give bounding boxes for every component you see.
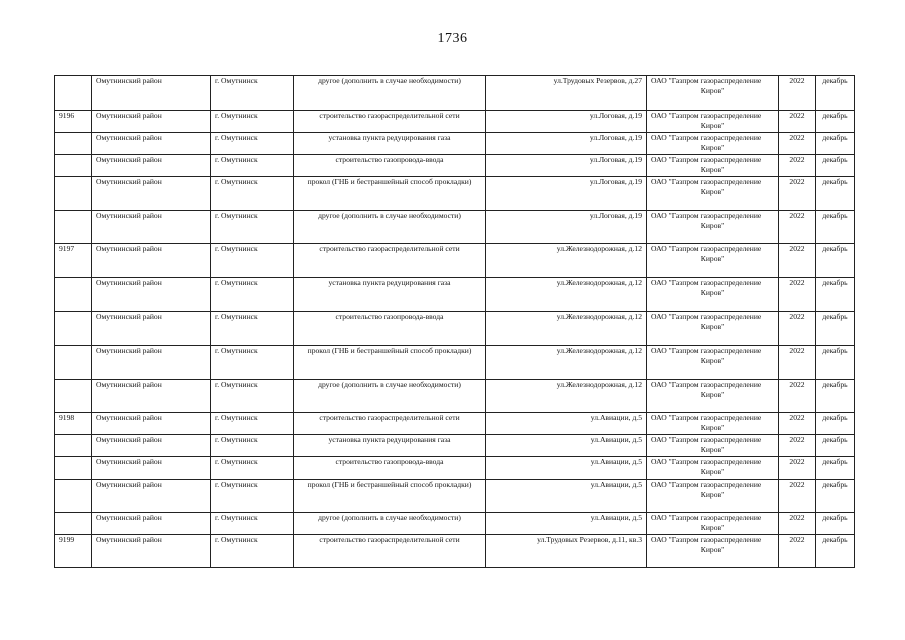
organization-line-1: ОАО "Газпром газораспределение — [651, 76, 762, 85]
row-number — [55, 133, 92, 155]
work-type-cell: строительство газопровода-ввода — [294, 457, 486, 480]
city-cell: г. Омутнинск — [211, 155, 294, 177]
work-type-cell: прокол (ГНБ и бестраншейный способ прокладки) — [294, 346, 486, 380]
year-cell: 2022 — [779, 346, 816, 380]
district-cell: Омутнинский район — [92, 513, 211, 535]
district-cell: Омутнинский район — [92, 480, 211, 513]
row-number: 9199 — [55, 535, 92, 568]
district-cell: Омутнинский район — [92, 457, 211, 480]
work-type-cell: другое (дополнить в случае необходимости) — [294, 513, 486, 535]
work-type-cell: строительство газораспределительной сети — [294, 111, 486, 133]
month-cell: декабрь — [816, 76, 855, 111]
organization-line-1: ОАО "Газпром газораспределение — [651, 457, 762, 466]
month-cell: декабрь — [816, 413, 855, 435]
organization-line-2: Киров" — [700, 143, 725, 152]
organization-cell — [647, 435, 779, 457]
table-row — [55, 480, 855, 513]
year-cell: 2022 — [779, 312, 816, 346]
organization-line-2: Киров" — [700, 467, 725, 476]
row-number — [55, 155, 92, 177]
organization-line-2: Киров" — [700, 187, 725, 196]
organization-line-1: ОАО "Газпром газораспределение — [651, 535, 762, 544]
organization-line-2: Киров" — [700, 322, 725, 331]
row-number — [55, 346, 92, 380]
table-row — [55, 76, 855, 111]
month-cell: декабрь — [816, 133, 855, 155]
district-cell: Омутнинский район — [92, 535, 211, 568]
address-cell: ул.Железнодорожная, д.12 — [486, 346, 647, 380]
city-cell: г. Омутнинск — [211, 413, 294, 435]
year-cell: 2022 — [779, 211, 816, 244]
city-cell: г. Омутнинск — [211, 211, 294, 244]
document-table — [54, 75, 855, 568]
year-cell: 2022 — [779, 278, 816, 312]
organization-cell — [647, 76, 779, 111]
district-cell: Омутнинский район — [92, 278, 211, 312]
address-cell: ул.Железнодорожная, д.12 — [486, 278, 647, 312]
work-type-cell: строительство газораспределительной сети — [294, 244, 486, 278]
organization-cell — [647, 111, 779, 133]
month-cell: декабрь — [816, 435, 855, 457]
address-cell: ул.Авиации, д.5 — [486, 435, 647, 457]
year-cell: 2022 — [779, 155, 816, 177]
district-cell: Омутнинский район — [92, 244, 211, 278]
table-row — [55, 278, 855, 312]
organization-line-2: Киров" — [700, 86, 725, 95]
row-number — [55, 513, 92, 535]
page-number: 1736 — [437, 31, 468, 46]
year-cell: 2022 — [779, 111, 816, 133]
city-cell: г. Омутнинск — [211, 346, 294, 380]
table-body — [55, 76, 855, 568]
row-number — [55, 457, 92, 480]
year-cell: 2022 — [779, 380, 816, 413]
table-row — [55, 312, 855, 346]
organization-cell — [647, 133, 779, 155]
month-cell: декабрь — [816, 535, 855, 568]
city-cell: г. Омутнинск — [211, 312, 294, 346]
organization-line-2: Киров" — [700, 490, 725, 499]
work-type-cell: строительство газораспределительной сети — [294, 413, 486, 435]
organization-cell — [647, 177, 779, 211]
organization-line-1: ОАО "Газпром газораспределение — [651, 177, 762, 186]
row-number — [55, 278, 92, 312]
address-cell: ул.Логовая, д.19 — [486, 133, 647, 155]
table-row — [55, 435, 855, 457]
city-cell: г. Омутнинск — [211, 177, 294, 211]
organization-line-1: ОАО "Газпром газораспределение — [651, 380, 762, 389]
year-cell: 2022 — [779, 177, 816, 211]
city-cell: г. Омутнинск — [211, 513, 294, 535]
organization-line-1: ОАО "Газпром газораспределение — [651, 413, 762, 422]
address-cell: ул.Логовая, д.19 — [486, 211, 647, 244]
organization-cell — [647, 480, 779, 513]
organization-line-2: Киров" — [700, 121, 725, 130]
row-number — [55, 177, 92, 211]
year-cell: 2022 — [779, 76, 816, 111]
district-cell: Омутнинский район — [92, 133, 211, 155]
address-cell: ул.Железнодорожная, д.12 — [486, 244, 647, 278]
table-row — [55, 457, 855, 480]
district-cell: Омутнинский район — [92, 312, 211, 346]
city-cell: г. Омутнинск — [211, 76, 294, 111]
organization-line-2: Киров" — [700, 221, 725, 230]
organization-cell — [647, 413, 779, 435]
work-type-cell: строительство газопровода-ввода — [294, 155, 486, 177]
organization-line-1: ОАО "Газпром газораспределение — [651, 435, 762, 444]
organization-line-2: Киров" — [700, 165, 725, 174]
work-type-cell: прокол (ГНБ и бестраншейный способ прокладки) — [294, 480, 486, 513]
organization-line-2: Киров" — [700, 445, 725, 454]
month-cell: декабрь — [816, 177, 855, 211]
organization-line-2: Киров" — [700, 356, 725, 365]
district-cell: Омутнинский район — [92, 380, 211, 413]
row-number: 9198 — [55, 413, 92, 435]
district-cell: Омутнинский район — [92, 346, 211, 380]
table-row — [55, 244, 855, 278]
organization-cell — [647, 211, 779, 244]
organization-line-1: ОАО "Газпром газораспределение — [651, 346, 762, 355]
row-number — [55, 76, 92, 111]
organization-line-1: ОАО "Газпром газораспределение — [651, 133, 762, 142]
district-cell: Омутнинский район — [92, 435, 211, 457]
organization-cell — [647, 513, 779, 535]
address-cell: ул.Авиации, д.5 — [486, 513, 647, 535]
address-cell: ул.Авиации, д.5 — [486, 413, 647, 435]
month-cell: декабрь — [816, 480, 855, 513]
table-row — [55, 380, 855, 413]
work-type-cell: установка пункта редуцирования газа — [294, 133, 486, 155]
work-type-cell: установка пункта редуцирования газа — [294, 435, 486, 457]
row-number: 9196 — [55, 111, 92, 133]
month-cell: декабрь — [816, 111, 855, 133]
organization-line-2: Киров" — [700, 523, 725, 532]
district-cell: Омутнинский район — [92, 76, 211, 111]
organization-cell — [647, 155, 779, 177]
year-cell: 2022 — [779, 413, 816, 435]
table-row — [55, 211, 855, 244]
organization-line-1: ОАО "Газпром газораспределение — [651, 312, 762, 321]
month-cell: декабрь — [816, 278, 855, 312]
year-cell: 2022 — [779, 535, 816, 568]
month-cell: декабрь — [816, 244, 855, 278]
work-type-cell: другое (дополнить в случае необходимости) — [294, 380, 486, 413]
address-cell: ул.Логовая, д.19 — [486, 177, 647, 211]
address-cell: ул.Железнодорожная, д.12 — [486, 380, 647, 413]
organization-line-1: ОАО "Газпром газораспределение — [651, 155, 762, 164]
organization-line-2: Киров" — [700, 390, 725, 399]
address-cell: ул.Трудовых Резервов, д.11, кв.3 — [486, 535, 647, 568]
table-row — [55, 177, 855, 211]
organization-cell — [647, 380, 779, 413]
city-cell: г. Омутнинск — [211, 133, 294, 155]
address-cell: ул.Логовая, д.19 — [486, 155, 647, 177]
organization-line-2: Киров" — [700, 254, 725, 263]
city-cell: г. Омутнинск — [211, 278, 294, 312]
organization-cell — [647, 278, 779, 312]
work-type-cell: другое (дополнить в случае необходимости) — [294, 211, 486, 244]
row-number — [55, 435, 92, 457]
month-cell: декабрь — [816, 155, 855, 177]
city-cell: г. Омутнинск — [211, 111, 294, 133]
organization-line-2: Киров" — [700, 288, 725, 297]
table-row — [55, 155, 855, 177]
organization-line-1: ОАО "Газпром газораспределение — [651, 513, 762, 522]
organization-line-1: ОАО "Газпром газораспределение — [651, 211, 762, 220]
city-cell: г. Омутнинск — [211, 457, 294, 480]
organization-line-1: ОАО "Газпром газораспределение — [651, 244, 762, 253]
work-type-cell: установка пункта редуцирования газа — [294, 278, 486, 312]
table-row — [55, 346, 855, 380]
organization-cell — [647, 312, 779, 346]
row-number — [55, 380, 92, 413]
district-cell: Омутнинский район — [92, 211, 211, 244]
work-type-cell: строительство газопровода-ввода — [294, 312, 486, 346]
organization-line-1: ОАО "Газпром газораспределение — [651, 278, 762, 287]
city-cell: г. Омутнинск — [211, 480, 294, 513]
table-row — [55, 513, 855, 535]
work-type-cell: другое (дополнить в случае необходимости) — [294, 76, 486, 111]
month-cell: декабрь — [816, 211, 855, 244]
row-number — [55, 211, 92, 244]
city-cell: г. Омутнинск — [211, 244, 294, 278]
organization-cell — [647, 457, 779, 480]
organization-line-2: Киров" — [700, 545, 725, 554]
district-cell: Омутнинский район — [92, 155, 211, 177]
address-cell: ул.Логовая, д.19 — [486, 111, 647, 133]
year-cell: 2022 — [779, 480, 816, 513]
table-row — [55, 535, 855, 568]
organization-cell — [647, 244, 779, 278]
month-cell: декабрь — [816, 380, 855, 413]
city-cell: г. Омутнинск — [211, 435, 294, 457]
district-cell: Омутнинский район — [92, 413, 211, 435]
row-number: 9197 — [55, 244, 92, 278]
year-cell: 2022 — [779, 435, 816, 457]
organization-cell — [647, 535, 779, 568]
year-cell: 2022 — [779, 133, 816, 155]
month-cell: декабрь — [816, 513, 855, 535]
city-cell: г. Омутнинск — [211, 535, 294, 568]
district-cell: Омутнинский район — [92, 111, 211, 133]
year-cell: 2022 — [779, 513, 816, 535]
month-cell: декабрь — [816, 457, 855, 480]
address-cell: ул.Авиации, д.5 — [486, 480, 647, 513]
organization-line-2: Киров" — [700, 423, 725, 432]
table-row — [55, 111, 855, 133]
work-type-cell: прокол (ГНБ и бестраншейный способ прокладки) — [294, 177, 486, 211]
organization-line-1: ОАО "Газпром газораспределение — [651, 480, 762, 489]
year-cell: 2022 — [779, 244, 816, 278]
row-number — [55, 312, 92, 346]
address-cell: ул.Трудовых Резервов, д.27 — [486, 76, 647, 111]
table-row — [55, 133, 855, 155]
organization-cell — [647, 346, 779, 380]
address-cell: ул.Железнодорожная, д.12 — [486, 312, 647, 346]
city-cell: г. Омутнинск — [211, 380, 294, 413]
row-number — [55, 480, 92, 513]
organization-line-1: ОАО "Газпром газораспределение — [651, 111, 762, 120]
year-cell: 2022 — [779, 457, 816, 480]
table-row — [55, 413, 855, 435]
month-cell: декабрь — [816, 346, 855, 380]
work-type-cell: строительство газораспределительной сети — [294, 535, 486, 568]
address-cell: ул.Авиации, д.5 — [486, 457, 647, 480]
district-cell: Омутнинский район — [92, 177, 211, 211]
month-cell: декабрь — [816, 312, 855, 346]
